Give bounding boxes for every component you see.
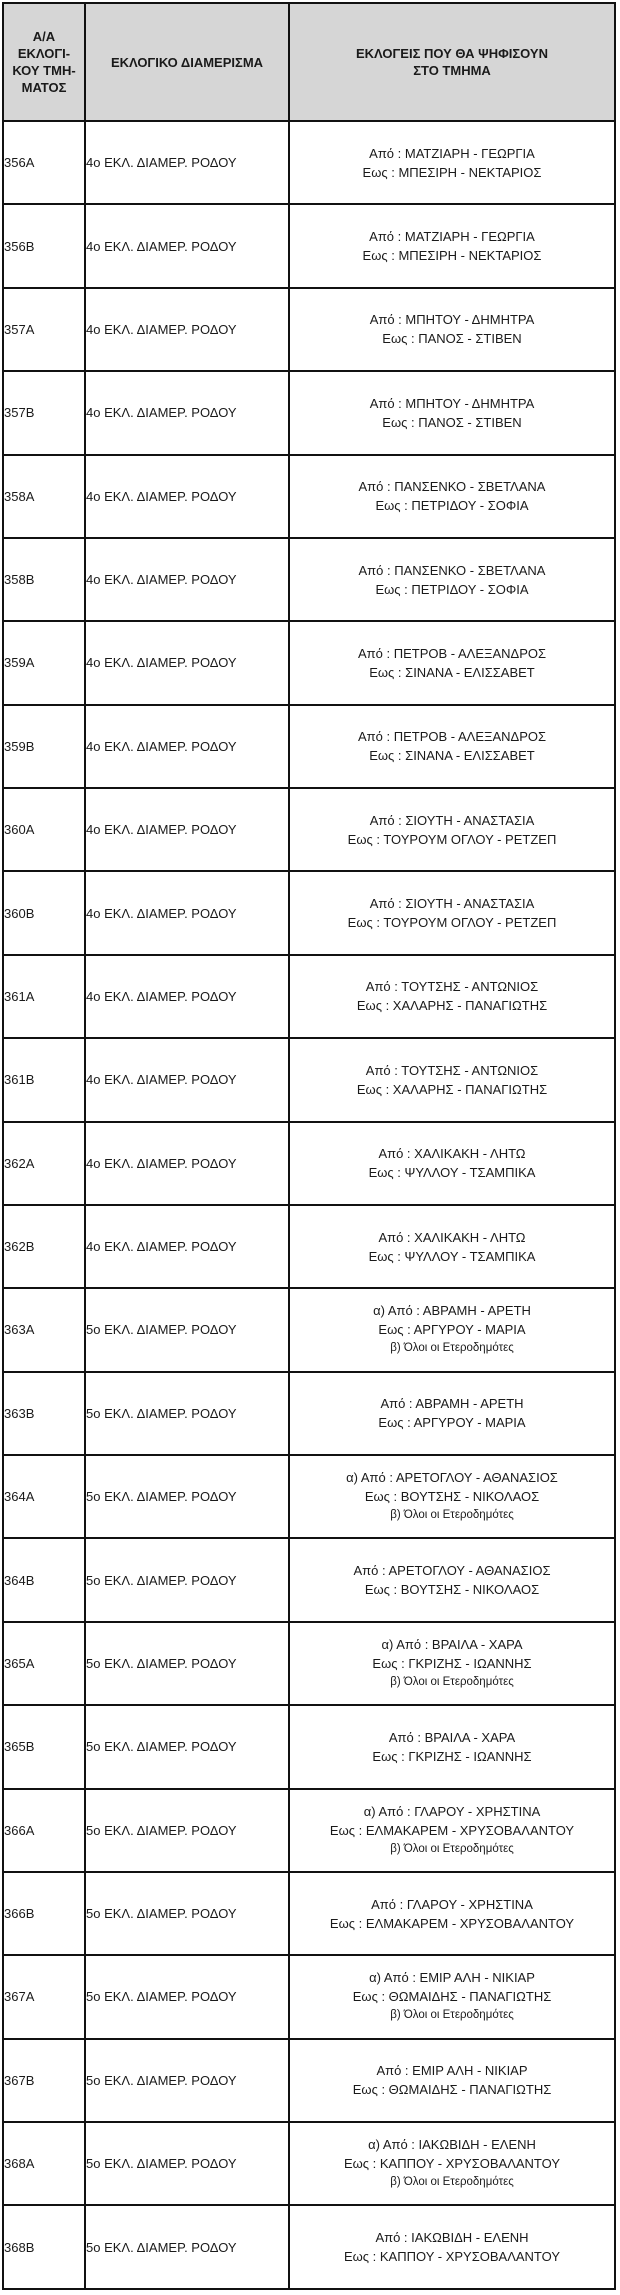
table-row (3, 788, 615, 871)
section-code: 366Β (3, 1872, 85, 1955)
voter-range (289, 538, 615, 621)
voter-range (289, 871, 615, 954)
table-row (3, 955, 615, 1038)
section-code: 364Β (3, 1538, 85, 1621)
voter-range-from: Από : ΓΛΑΡΟΥ - ΧΡΗΣΤΙΝΑ (371, 1896, 533, 1912)
voter-range-to: Εως : ΨΥΛΛΟΥ - ΤΣΑΜΠΙΚΑ (368, 1248, 536, 1264)
voter-range-to: Εως : ΤΟΥΡΟΥΜ ΟΓΛΟΥ - ΡΕΤΖΕΠ (347, 831, 557, 847)
header-electoral-district: ΕΚΛΟΓΙΚΟ ΔΙΑΜΕΡΙΣΜΑ (85, 3, 289, 121)
voter-range-to: Εως : ΓΚΡΙΖΗΣ - ΙΩΑΝΝΗΣ (372, 1655, 532, 1671)
table-row (3, 455, 615, 538)
electoral-district: 5ο ΕΚΛ. ΔΙΑΜΕΡ. ΡΟΔΟΥ (85, 2039, 289, 2122)
voter-range-from: Από : ΠΕΤΡΟΒ - ΑΛΕΞΑΝΔΡΟΣ (357, 645, 547, 661)
voter-range-from: Από : ΜΠΗΤΟΥ - ΔΗΜΗΤΡΑ (369, 312, 535, 328)
table-row (3, 1955, 615, 2038)
electoral-district: 5ο ΕΚΛ. ΔΙΑΜΕΡ. ΡΟΔΟΥ (85, 2205, 289, 2289)
voter-range-from: Από : ΠΕΤΡΟΒ - ΑΛΕΞΑΝΔΡΟΣ (357, 729, 547, 745)
voter-range-to: Εως : ΑΡΓΥΡΟΥ - ΜΑΡΙΑ (378, 1415, 526, 1431)
table-row (3, 2122, 615, 2205)
voter-range (289, 1205, 615, 1288)
section-code: 356Β (3, 204, 85, 287)
electoral-district: 5ο ΕΚΛ. ΔΙΑΜΕΡ. ΡΟΔΟΥ (85, 1705, 289, 1788)
voter-range-to: Εως : ΚΑΠΠΟΥ - ΧΡΥΣΟΒΑΛΑΝΤΟΥ (343, 2156, 561, 2172)
electoral-district: 4ο ΕΚΛ. ΔΙΑΜΕΡ. ΡΟΔΟΥ (85, 705, 289, 788)
table-row (3, 1538, 615, 1621)
table-row (3, 1122, 615, 1205)
voter-range-from: α) Από : ΕΜΙΡ ΑΛΗ - ΝΙΚΙΑΡ (369, 1970, 535, 1986)
voter-range (289, 204, 615, 287)
voter-range (289, 1705, 615, 1788)
voter-range-to: Εως : ΣΙΝΑΝΑ - ΕΛΙΣΣΑΒΕΤ (369, 664, 535, 680)
table-row (3, 871, 615, 954)
voter-range-to: Εως : ΚΑΠΠΟΥ - ΧΡΥΣΟΒΑΛΑΝΤΟΥ (343, 2249, 561, 2265)
electoral-district: 4ο ΕΚΛ. ΔΙΑΜΕΡ. ΡΟΔΟΥ (85, 455, 289, 538)
electoral-district: 5ο ΕΚΛ. ΔΙΑΜΕΡ. ΡΟΔΟΥ (85, 1538, 289, 1621)
section-code: 356Α (3, 121, 85, 204)
voter-range-to: Εως : ΒΟΥΤΣΗΣ - ΝΙΚΟΛΑΟΣ (364, 1582, 540, 1598)
voter-range-from: Από : ΠΑΝΣΕΝΚΟ - ΣΒΕΤΛΑΝΑ (358, 479, 546, 495)
voter-range (289, 788, 615, 871)
electoral-district: 4ο ΕΚΛ. ΔΙΑΜΕΡ. ΡΟΔΟΥ (85, 621, 289, 704)
voter-range-to: Εως : ΒΟΥΤΣΗΣ - ΝΙΚΟΛΑΟΣ (364, 1489, 540, 1505)
section-code: 362Β (3, 1205, 85, 1288)
section-code: 364Α (3, 1455, 85, 1538)
voter-range-to: Εως : ΤΟΥΡΟΥΜ ΟΓΛΟΥ - ΡΕΤΖΕΠ (347, 915, 557, 931)
voter-range-from: Από : ΧΑΛΙΚΑΚΗ - ΛΗΤΩ (378, 1146, 526, 1162)
voter-range (289, 1038, 615, 1121)
voter-range (289, 621, 615, 704)
table-row (3, 1789, 615, 1872)
section-code: 367Α (3, 1955, 85, 2038)
section-code: 357Β (3, 371, 85, 454)
table-row (3, 2205, 615, 2289)
electoral-district: 4ο ΕΚΛ. ΔΙΑΜΕΡ. ΡΟΔΟΥ (85, 121, 289, 204)
electoral-district: 5ο ΕΚΛ. ΔΙΑΜΕΡ. ΡΟΔΟΥ (85, 1789, 289, 1872)
voter-range-from: Από : ΜΠΗΤΟΥ - ΔΗΜΗΤΡΑ (369, 395, 535, 411)
table-row (3, 1038, 615, 1121)
voter-range-from: Από : ΜΑΤΖΙΑΡΗ - ΓΕΩΡΓΙΑ (369, 145, 535, 161)
voter-range-from: α) Από : ΓΛΑΡΟΥ - ΧΡΗΣΤΙΝΑ (363, 1803, 541, 1819)
section-code: 359Β (3, 705, 85, 788)
table-row (3, 1288, 615, 1371)
voter-range-note: β) Όλοι οι Ετεροδημότες (390, 1509, 514, 1522)
section-code: 357Α (3, 288, 85, 371)
electoral-district: 5ο ΕΚΛ. ΔΙΑΜΕΡ. ΡΟΔΟΥ (85, 1872, 289, 1955)
section-code: 362Α (3, 1122, 85, 1205)
voter-range-from: Από : ΤΟΥΤΣΗΣ - ΑΝΤΩΝΙΟΣ (365, 979, 539, 995)
section-code: 363Α (3, 1288, 85, 1371)
voter-range-to: Εως : ΠΕΤΡΙΔΟΥ - ΣΟΦΙΑ (375, 498, 529, 514)
voter-range-note: β) Όλοι οι Ετεροδημότες (390, 1675, 514, 1688)
electoral-district: 5ο ΕΚΛ. ΔΙΑΜΕΡ. ΡΟΔΟΥ (85, 1622, 289, 1705)
table-row (3, 204, 615, 287)
section-code: 365Β (3, 1705, 85, 1788)
section-code: 368Α (3, 2122, 85, 2205)
voter-range-to: Εως : ΠΑΝΟΣ - ΣΤΙΒΕΝ (382, 414, 522, 430)
voter-range-to: Εως : ΘΩΜΑΙΔΗΣ - ΠΑΝΑΓΙΩΤΗΣ (352, 2082, 552, 2098)
electoral-district: 4ο ΕΚΛ. ΔΙΑΜΕΡ. ΡΟΔΟΥ (85, 955, 289, 1038)
voter-range-from: Από : ΣΙΟΥΤΗ - ΑΝΑΣΤΑΣΙΑ (369, 812, 535, 828)
voter-range (289, 1789, 615, 1872)
section-code: 358Α (3, 455, 85, 538)
table-row (3, 705, 615, 788)
voter-range-to: Εως : ΠΕΤΡΙΔΟΥ - ΣΟΦΙΑ (375, 581, 529, 597)
voter-range-to: Εως : ΘΩΜΑΙΔΗΣ - ΠΑΝΑΓΙΩΤΗΣ (352, 1989, 552, 2005)
voter-range-from: α) Από : ΑΒΡΑΜΗ - ΑΡΕΤΗ (373, 1303, 531, 1319)
electoral-district: 5ο ΕΚΛ. ΔΙΑΜΕΡ. ΡΟΔΟΥ (85, 1955, 289, 2038)
section-code: 358Β (3, 538, 85, 621)
voter-range (289, 1872, 615, 1955)
electoral-district: 4ο ΕΚΛ. ΔΙΑΜΕΡ. ΡΟΔΟΥ (85, 371, 289, 454)
table-row (3, 621, 615, 704)
section-code: 361Α (3, 955, 85, 1038)
voter-range-from: Από : ΙΑΚΩΒΙΔΗ - ΕΛΕΝΗ (375, 2230, 529, 2246)
voter-range-to: Εως : ΕΛΜΑΚΑΡΕΜ - ΧΡΥΣΟΒΑΛΑΝΤΟΥ (329, 1915, 575, 1931)
voter-range (289, 1955, 615, 2038)
voter-range-from: Από : ΑΒΡΑΜΗ - ΑΡΕΤΗ (380, 1396, 524, 1412)
section-code: 359Α (3, 621, 85, 704)
electoral-district: 5ο ΕΚΛ. ΔΙΑΜΕΡ. ΡΟΔΟΥ (85, 1372, 289, 1455)
voter-range-from: Από : ΣΙΟΥΤΗ - ΑΝΑΣΤΑΣΙΑ (369, 896, 535, 912)
section-code: 361Β (3, 1038, 85, 1121)
electoral-district: 4ο ΕΚΛ. ΔΙΑΜΕΡ. ΡΟΔΟΥ (85, 788, 289, 871)
voter-range-from: α) Από : ΙΑΚΩΒΙΔΗ - ΕΛΕΝΗ (368, 2137, 536, 2153)
table-header-row (3, 3, 615, 121)
electoral-district: 4ο ΕΚΛ. ΔΙΑΜΕΡ. ΡΟΔΟΥ (85, 538, 289, 621)
voter-range (289, 705, 615, 788)
table-row (3, 1705, 615, 1788)
electoral-district: 5ο ΕΚΛ. ΔΙΑΜΕΡ. ΡΟΔΟΥ (85, 1288, 289, 1371)
voter-range-to: Εως : ΑΡΓΥΡΟΥ - ΜΑΡΙΑ (378, 1322, 526, 1338)
section-code: 368Β (3, 2205, 85, 2289)
table-row (3, 538, 615, 621)
voter-range-from: Από : ΧΑΛΙΚΑΚΗ - ΛΗΤΩ (378, 1229, 526, 1245)
voter-range-to: Εως : ΕΛΜΑΚΑΡΕΜ - ΧΡΥΣΟΒΑΛΑΝΤΟΥ (329, 1822, 575, 1838)
voter-range-to: Εως : ΜΠΕΣΙΡΗ - ΝΕΚΤΑΡΙΟΣ (362, 248, 542, 264)
voter-allocation-table (2, 2, 616, 2290)
electoral-district: 4ο ΕΚΛ. ΔΙΑΜΕΡ. ΡΟΔΟΥ (85, 204, 289, 287)
voter-range-to: Εως : ΜΠΕΣΙΡΗ - ΝΕΚΤΑΡΙΟΣ (362, 164, 542, 180)
table-row (3, 1455, 615, 1538)
voter-range (289, 1122, 615, 1205)
voter-range-to: Εως : ΧΑΛΑΡΗΣ - ΠΑΝΑΓΙΩΤΗΣ (356, 998, 548, 1014)
voter-range-from: Από : ΕΜΙΡ ΑΛΗ - ΝΙΚΙΑΡ (376, 2063, 528, 2079)
table-row (3, 288, 615, 371)
voter-range-to: Εως : ΧΑΛΑΡΗΣ - ΠΑΝΑΓΙΩΤΗΣ (356, 1081, 548, 1097)
voter-range (289, 455, 615, 538)
table-row (3, 1622, 615, 1705)
voter-range (289, 1372, 615, 1455)
voter-range-from: Από : ΜΑΤΖΙΑΡΗ - ΓΕΩΡΓΙΑ (369, 229, 535, 245)
voter-range-note: β) Όλοι οι Ετεροδημότες (390, 1842, 514, 1855)
voter-range (289, 1622, 615, 1705)
voter-range-note: β) Όλοι οι Ετεροδημότες (390, 1342, 514, 1355)
electoral-district: 4ο ΕΚΛ. ΔΙΑΜΕΡ. ΡΟΔΟΥ (85, 871, 289, 954)
voter-range (289, 1455, 615, 1538)
voter-range-from: Από : ΠΑΝΣΕΝΚΟ - ΣΒΕΤΛΑΝΑ (358, 562, 546, 578)
voter-range-to: Εως : ΨΥΛΛΟΥ - ΤΣΑΜΠΙΚΑ (368, 1165, 536, 1181)
section-code: 365Α (3, 1622, 85, 1705)
voter-range-from: Από : ΑΡΕΤΟΓΛΟΥ - ΑΘΑΝΑΣΙΟΣ (353, 1563, 551, 1579)
electoral-district: 5ο ΕΚΛ. ΔΙΑΜΕΡ. ΡΟΔΟΥ (85, 1455, 289, 1538)
voter-range (289, 371, 615, 454)
table-row (3, 121, 615, 204)
voter-range (289, 955, 615, 1038)
header-section-number: Α/Α ΕΚΛΟΓΙ- ΚΟΥ ΤΜΗ- ΜΑΤΟΣ (3, 3, 85, 121)
voter-range (289, 121, 615, 204)
voter-range (289, 2039, 615, 2122)
voter-range-from: α) Από : ΑΡΕΤΟΓΛΟΥ - ΑΘΑΝΑΣΙΟΣ (346, 1470, 558, 1486)
table-row (3, 1372, 615, 1455)
table-row (3, 2039, 615, 2122)
table-row (3, 1205, 615, 1288)
table-row (3, 1872, 615, 1955)
section-code: 366Α (3, 1789, 85, 1872)
voter-range-from: Από : ΤΟΥΤΣΗΣ - ΑΝΤΩΝΙΟΣ (365, 1062, 539, 1078)
table-row (3, 371, 615, 454)
electoral-district: 4ο ΕΚΛ. ΔΙΑΜΕΡ. ΡΟΔΟΥ (85, 288, 289, 371)
electoral-district: 5ο ΕΚΛ. ΔΙΑΜΕΡ. ΡΟΔΟΥ (85, 2122, 289, 2205)
voter-range-from: Από : ΒΡΑΙΛΑ - ΧΑΡΑ (388, 1729, 516, 1745)
section-code: 363Β (3, 1372, 85, 1455)
section-code: 367Β (3, 2039, 85, 2122)
voter-range-to: Εως : ΠΑΝΟΣ - ΣΤΙΒΕΝ (382, 331, 522, 347)
voter-range-to: Εως : ΓΚΡΙΖΗΣ - ΙΩΑΝΝΗΣ (372, 1748, 532, 1764)
electoral-district: 4ο ΕΚΛ. ΔΙΑΜΕΡ. ΡΟΔΟΥ (85, 1122, 289, 1205)
section-code: 360Α (3, 788, 85, 871)
voter-range (289, 2122, 615, 2205)
voter-range (289, 2205, 615, 2289)
voter-range (289, 1288, 615, 1371)
voter-range-note: β) Όλοι οι Ετεροδημότες (390, 2009, 514, 2022)
header-voters: ΕΚΛΟΓΕΙΣ ΠΟΥ ΘΑ ΨΗΦΙΣΟΥΝ ΣΤΟ ΤΜΗΜΑ (289, 3, 615, 121)
voter-range-note: β) Όλοι οι Ετεροδημότες (390, 2176, 514, 2189)
electoral-district: 4ο ΕΚΛ. ΔΙΑΜΕΡ. ΡΟΔΟΥ (85, 1205, 289, 1288)
voter-range-to: Εως : ΣΙΝΑΝΑ - ΕΛΙΣΣΑΒΕΤ (369, 748, 535, 764)
voter-range (289, 1538, 615, 1621)
voter-range (289, 288, 615, 371)
section-code: 360Β (3, 871, 85, 954)
electoral-district: 4ο ΕΚΛ. ΔΙΑΜΕΡ. ΡΟΔΟΥ (85, 1038, 289, 1121)
voter-range-from: α) Από : ΒΡΑΙΛΑ - ΧΑΡΑ (381, 1636, 523, 1652)
